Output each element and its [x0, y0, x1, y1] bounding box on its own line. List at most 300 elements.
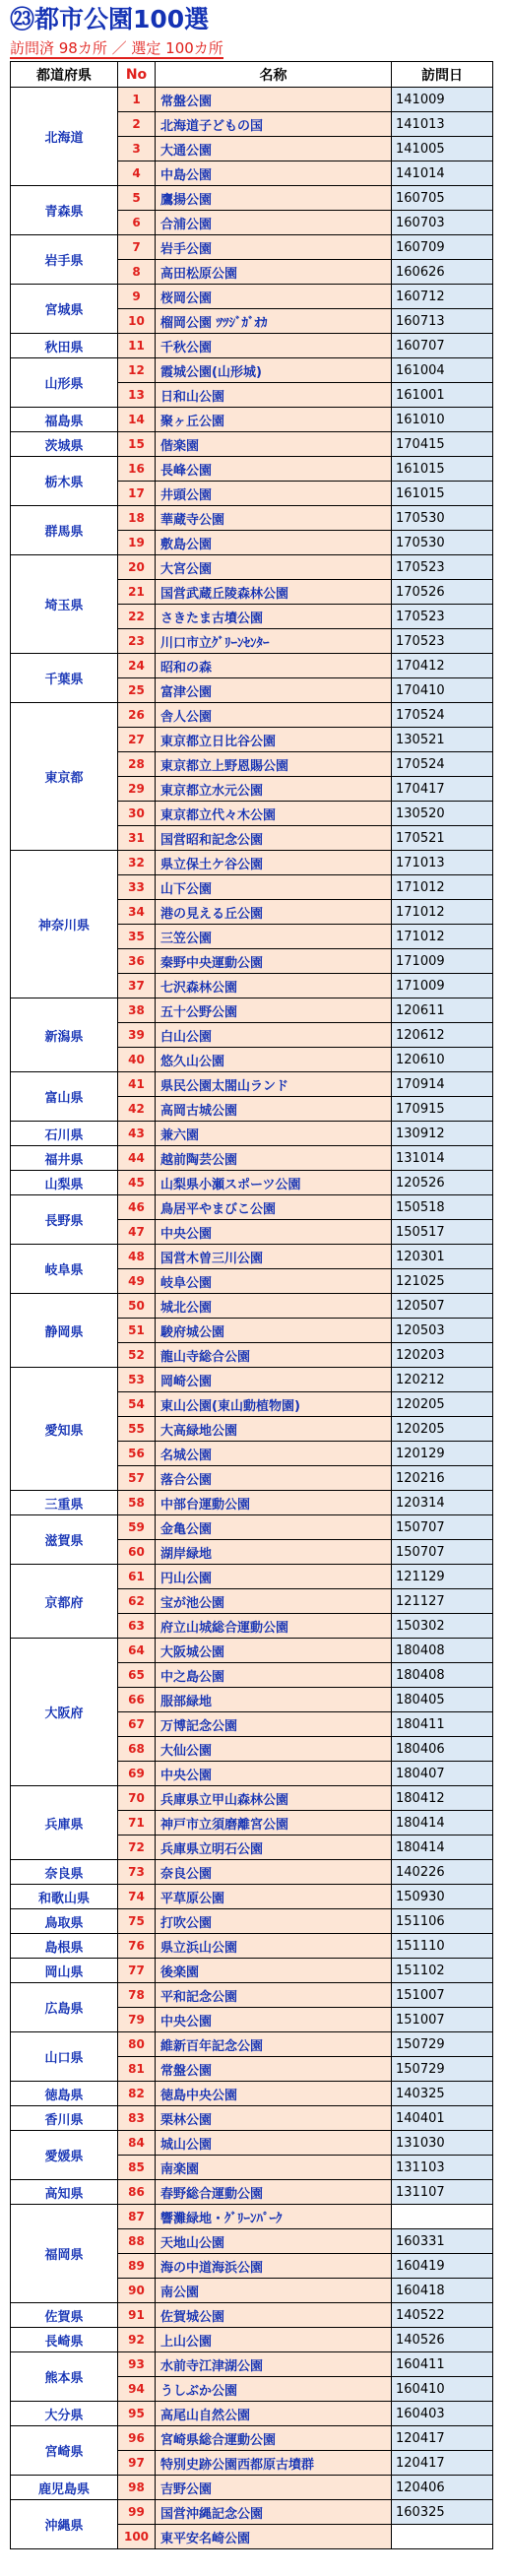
- park-name-cell: 三笠公園: [156, 925, 392, 949]
- table-row: [11, 1146, 493, 1171]
- park-name-cell: 後楽園: [156, 1959, 392, 1983]
- park-name-cell: 舎人公園: [156, 703, 392, 728]
- park-number-cell: 31: [118, 826, 156, 851]
- park-number-cell: 32: [118, 851, 156, 875]
- park-name-cell: 鷹揚公園: [156, 186, 392, 211]
- header-no: No: [118, 62, 156, 88]
- park-name-cell: 山下公園: [156, 875, 392, 900]
- park-number-cell: 80: [118, 2032, 156, 2057]
- prefecture-cell: 滋賀県: [11, 1515, 118, 1565]
- table-row: [11, 2352, 493, 2377]
- park-number-cell: 67: [118, 1712, 156, 1737]
- visit-date-cell: 161004: [392, 358, 493, 383]
- subtitle-underline: [10, 57, 223, 59]
- prefecture-cell: 岐阜県: [11, 1245, 118, 1294]
- park-number-cell: 83: [118, 2106, 156, 2131]
- table-row: [11, 654, 493, 678]
- park-number-cell: 96: [118, 2426, 156, 2451]
- table-row: [11, 2082, 493, 2106]
- visit-date-cell: 160626: [392, 260, 493, 285]
- park-number-cell: 97: [118, 2451, 156, 2476]
- visit-date-cell: 170915: [392, 1097, 493, 1122]
- park-number-cell: 40: [118, 1048, 156, 1072]
- park-name-cell: 港の見える丘公園: [156, 900, 392, 925]
- park-name-cell: 天地山公園: [156, 2229, 392, 2254]
- visit-date-cell: 140325: [392, 2082, 493, 2106]
- park-name-cell: 聚ヶ丘公園: [156, 408, 392, 432]
- park-number-cell: 46: [118, 1195, 156, 1220]
- visit-date-cell: 180411: [392, 1712, 493, 1737]
- park-name-cell: 千秋公園: [156, 334, 392, 358]
- visit-date-cell: 150707: [392, 1515, 493, 1540]
- park-name-cell: 中央公園: [156, 2008, 392, 2032]
- visit-date-cell: 120301: [392, 1245, 493, 1269]
- table-row: [11, 285, 493, 309]
- park-number-cell: 33: [118, 875, 156, 900]
- prefecture-cell: 秋田県: [11, 334, 118, 358]
- park-number-cell: 95: [118, 2402, 156, 2426]
- park-number-cell: 92: [118, 2328, 156, 2352]
- park-name-cell: 城北公園: [156, 1294, 392, 1319]
- table-row: [11, 2303, 493, 2328]
- visit-date-cell: 150517: [392, 1220, 493, 1245]
- park-number-cell: 98: [118, 2476, 156, 2500]
- park-number-cell: 8: [118, 260, 156, 285]
- park-number-cell: 43: [118, 1122, 156, 1146]
- visit-date-cell: 170526: [392, 580, 493, 605]
- park-name-cell: 龍山寺総合公園: [156, 1343, 392, 1368]
- prefecture-cell: 徳島県: [11, 2082, 118, 2106]
- park-number-cell: 13: [118, 383, 156, 408]
- park-name-cell: 響灘緑地・ｸﾞﾘｰﾝﾊﾟｰｸ: [156, 2205, 392, 2229]
- header-prefecture: 都道府県: [11, 62, 118, 88]
- table-row: [11, 851, 493, 875]
- park-number-cell: 17: [118, 482, 156, 506]
- park-number-cell: 71: [118, 1811, 156, 1835]
- park-number-cell: 51: [118, 1319, 156, 1343]
- visit-date-cell: 130912: [392, 1122, 493, 1146]
- park-name-cell: 駿府城公園: [156, 1319, 392, 1343]
- visit-date-cell: 161001: [392, 383, 493, 408]
- park-number-cell: 15: [118, 432, 156, 457]
- visit-date-cell: 170530: [392, 506, 493, 531]
- park-name-cell: 七沢森林公園: [156, 974, 392, 998]
- visit-date-cell: 170410: [392, 678, 493, 703]
- table-row: [11, 1122, 493, 1146]
- park-name-cell: 岡崎公園: [156, 1368, 392, 1392]
- prefecture-cell: 大阪府: [11, 1639, 118, 1786]
- park-number-cell: 29: [118, 777, 156, 802]
- header-name: 名称: [156, 62, 392, 88]
- table-row: [11, 2402, 493, 2426]
- park-name-cell: 国営武蔵丘陵森林公園: [156, 580, 392, 605]
- visit-date-cell: 120314: [392, 1491, 493, 1515]
- park-number-cell: 68: [118, 1737, 156, 1762]
- visit-date-cell: 160325: [392, 2500, 493, 2525]
- park-number-cell: 57: [118, 1466, 156, 1491]
- park-number-cell: 1: [118, 88, 156, 112]
- park-number-cell: 42: [118, 1097, 156, 1122]
- visit-date-cell: 131030: [392, 2131, 493, 2156]
- visit-date-cell: 141009: [392, 88, 493, 112]
- park-number-cell: 60: [118, 1540, 156, 1565]
- visit-date-cell: 170524: [392, 703, 493, 728]
- table-row: [11, 1934, 493, 1959]
- park-number-cell: 56: [118, 1442, 156, 1466]
- park-number-cell: 70: [118, 1786, 156, 1811]
- park-name-cell: 東京都立上野恩賜公園: [156, 752, 392, 777]
- visit-date-cell: 130521: [392, 728, 493, 752]
- park-name-cell: 国営木曽三川公園: [156, 1245, 392, 1269]
- park-name-cell: 県民公園太閤山ランド: [156, 1072, 392, 1097]
- prefecture-cell: 和歌山県: [11, 1885, 118, 1909]
- park-name-cell: 落合公園: [156, 1466, 392, 1491]
- park-number-cell: 74: [118, 1885, 156, 1909]
- visit-date-cell: 120205: [392, 1392, 493, 1417]
- park-name-cell: 東平安名崎公園: [156, 2525, 392, 2549]
- prefecture-cell: 山梨県: [11, 1171, 118, 1195]
- park-name-cell: 日和山公園: [156, 383, 392, 408]
- park-number-cell: 38: [118, 998, 156, 1023]
- visit-date-cell: 171012: [392, 925, 493, 949]
- park-name-cell: 合浦公園: [156, 211, 392, 235]
- park-name-cell: 五十公野公園: [156, 998, 392, 1023]
- table-row: [11, 186, 493, 211]
- park-number-cell: 21: [118, 580, 156, 605]
- visit-date-cell: 180414: [392, 1811, 493, 1835]
- table-row: [11, 1786, 493, 1811]
- park-name-cell: 宝が池公園: [156, 1589, 392, 1614]
- visit-date-cell: 121127: [392, 1589, 493, 1614]
- prefecture-cell: 大分県: [11, 2402, 118, 2426]
- prefecture-cell: 沖縄県: [11, 2500, 118, 2549]
- prefecture-cell: 山形県: [11, 358, 118, 408]
- visit-date-cell: 131107: [392, 2180, 493, 2205]
- park-number-cell: 77: [118, 1959, 156, 1983]
- park-number-cell: 99: [118, 2500, 156, 2525]
- park-number-cell: 52: [118, 1343, 156, 1368]
- park-number-cell: 85: [118, 2156, 156, 2180]
- table-row: [11, 1959, 493, 1983]
- park-number-cell: 2: [118, 112, 156, 137]
- prefecture-cell: 神奈川県: [11, 851, 118, 998]
- park-name-cell: 桜岡公園: [156, 285, 392, 309]
- park-name-cell: 中央公園: [156, 1762, 392, 1786]
- park-name-cell: 湖岸緑地: [156, 1540, 392, 1565]
- table-row: [11, 457, 493, 482]
- prefecture-cell: 茨城県: [11, 432, 118, 457]
- prefecture-cell: 奈良県: [11, 1860, 118, 1885]
- park-name-cell: 敷島公園: [156, 531, 392, 555]
- visit-date-cell: [392, 2525, 493, 2549]
- visit-date-cell: 141014: [392, 161, 493, 186]
- park-number-cell: 14: [118, 408, 156, 432]
- visit-summary: [10, 37, 223, 59]
- park-number-cell: 53: [118, 1368, 156, 1392]
- park-name-cell: 秦野中央運動公園: [156, 949, 392, 974]
- visit-date-cell: 160418: [392, 2279, 493, 2303]
- park-name-cell: 大仙公園: [156, 1737, 392, 1762]
- visit-date-cell: 160410: [392, 2377, 493, 2402]
- park-name-cell: 昭和の森: [156, 654, 392, 678]
- park-name-cell: 県立保土ケ谷公園: [156, 851, 392, 875]
- visit-date-cell: 180406: [392, 1737, 493, 1762]
- table-header-row: [11, 62, 493, 88]
- prefecture-cell: 長野県: [11, 1195, 118, 1245]
- park-number-cell: 90: [118, 2279, 156, 2303]
- table-row: [11, 1909, 493, 1934]
- park-number-cell: 16: [118, 457, 156, 482]
- park-number-cell: 81: [118, 2057, 156, 2082]
- park-name-cell: 岐阜公園: [156, 1269, 392, 1294]
- table-row: [11, 2180, 493, 2205]
- visit-date-cell: 160712: [392, 285, 493, 309]
- park-name-cell: 大宮公園: [156, 555, 392, 580]
- prefecture-cell: 長崎県: [11, 2328, 118, 2352]
- park-name-cell: 特別史跡公園西都原古墳群: [156, 2451, 392, 2476]
- park-number-cell: 66: [118, 1688, 156, 1712]
- park-name-cell: 平草原公園: [156, 1885, 392, 1909]
- prefecture-cell: 石川県: [11, 1122, 118, 1146]
- park-name-cell: 維新百年記念公園: [156, 2032, 392, 2057]
- visit-date-cell: 120216: [392, 1466, 493, 1491]
- visit-date-cell: 121025: [392, 1269, 493, 1294]
- park-number-cell: 11: [118, 334, 156, 358]
- prefecture-cell: 群馬県: [11, 506, 118, 555]
- table-row: [11, 408, 493, 432]
- park-name-cell: 平和記念公園: [156, 1983, 392, 2008]
- park-number-cell: 37: [118, 974, 156, 998]
- prefecture-cell: 青森県: [11, 186, 118, 235]
- visit-date-cell: 150930: [392, 1885, 493, 1909]
- visit-date-cell: 171013: [392, 851, 493, 875]
- prefecture-cell: 埼玉県: [11, 555, 118, 654]
- visit-date-cell: 121129: [392, 1565, 493, 1589]
- park-number-cell: 82: [118, 2082, 156, 2106]
- park-name-cell: 上山公園: [156, 2328, 392, 2352]
- visit-date-cell: 140522: [392, 2303, 493, 2328]
- park-number-cell: 73: [118, 1860, 156, 1885]
- park-name-cell: 中之島公園: [156, 1663, 392, 1688]
- park-name-cell: 奈良公園: [156, 1860, 392, 1885]
- visit-date-cell: 171012: [392, 900, 493, 925]
- park-name-cell: 華蔵寺公園: [156, 506, 392, 531]
- park-number-cell: 58: [118, 1491, 156, 1515]
- visit-date-cell: 141013: [392, 112, 493, 137]
- prefecture-cell: 富山県: [11, 1072, 118, 1122]
- park-number-cell: 61: [118, 1565, 156, 1589]
- park-number-cell: 35: [118, 925, 156, 949]
- park-number-cell: 65: [118, 1663, 156, 1688]
- park-number-cell: 7: [118, 235, 156, 260]
- visit-date-cell: 180407: [392, 1762, 493, 1786]
- table-row: [11, 235, 493, 260]
- prefecture-cell: 栃木県: [11, 457, 118, 506]
- park-name-cell: 徳島中央公園: [156, 2082, 392, 2106]
- park-name-cell: 春野総合運動公園: [156, 2180, 392, 2205]
- visit-date-cell: 170417: [392, 777, 493, 802]
- park-number-cell: 26: [118, 703, 156, 728]
- visit-date-cell: 170523: [392, 555, 493, 580]
- park-number-cell: 28: [118, 752, 156, 777]
- visit-date-cell: 150707: [392, 1540, 493, 1565]
- park-number-cell: 76: [118, 1934, 156, 1959]
- table-row: [11, 2426, 493, 2451]
- visit-date-cell: 120610: [392, 1048, 493, 1072]
- park-name-cell: 宮崎県総合運動公園: [156, 2426, 392, 2451]
- table-row: [11, 1860, 493, 1885]
- prefecture-cell: 北海道: [11, 88, 118, 186]
- table-row: [11, 2106, 493, 2131]
- park-name-cell: 水前寺江津湖公園: [156, 2352, 392, 2377]
- park-name-cell: 国営昭和記念公園: [156, 826, 392, 851]
- park-number-cell: 72: [118, 1835, 156, 1860]
- prefecture-cell: 福井県: [11, 1146, 118, 1171]
- visit-date-cell: 131014: [392, 1146, 493, 1171]
- park-name-cell: 高田松原公園: [156, 260, 392, 285]
- visit-date-cell: 151102: [392, 1959, 493, 1983]
- park-name-cell: 東山公園(東山動植物園): [156, 1392, 392, 1417]
- park-name-cell: 金亀公園: [156, 1515, 392, 1540]
- park-name-cell: 栗林公園: [156, 2106, 392, 2131]
- table-row: [11, 1515, 493, 1540]
- visit-date-cell: 161015: [392, 457, 493, 482]
- prefecture-cell: 三重県: [11, 1491, 118, 1515]
- visit-date-cell: 170914: [392, 1072, 493, 1097]
- visit-date-cell: 171009: [392, 974, 493, 998]
- park-name-cell: さきたま古墳公園: [156, 605, 392, 629]
- visit-date-cell: 160403: [392, 2402, 493, 2426]
- prefecture-cell: 香川県: [11, 2106, 118, 2131]
- park-name-cell: 越前陶芸公園: [156, 1146, 392, 1171]
- park-number-cell: 75: [118, 1909, 156, 1934]
- visit-date-cell: 180408: [392, 1663, 493, 1688]
- park-name-cell: 東京都立代々木公園: [156, 802, 392, 826]
- prefecture-cell: 愛媛県: [11, 2131, 118, 2180]
- park-name-cell: 打吹公園: [156, 1909, 392, 1934]
- park-number-cell: 50: [118, 1294, 156, 1319]
- table-row: [11, 1639, 493, 1663]
- park-name-cell: 白山公園: [156, 1023, 392, 1048]
- visit-date-cell: 160331: [392, 2229, 493, 2254]
- prefecture-cell: 宮崎県: [11, 2426, 118, 2476]
- visit-date-cell: 120526: [392, 1171, 493, 1195]
- prefecture-cell: 新潟県: [11, 998, 118, 1072]
- table-row: [11, 1565, 493, 1589]
- park-number-cell: 49: [118, 1269, 156, 1294]
- park-name-cell: 常盤公園: [156, 2057, 392, 2082]
- park-name-cell: 中央公園: [156, 1220, 392, 1245]
- visit-date-cell: 170530: [392, 531, 493, 555]
- table-row: [11, 1195, 493, 1220]
- park-name-cell: 井頭公園: [156, 482, 392, 506]
- park-number-cell: 48: [118, 1245, 156, 1269]
- park-name-cell: 岩手公園: [156, 235, 392, 260]
- park-number-cell: 89: [118, 2254, 156, 2279]
- visit-date-cell: 140401: [392, 2106, 493, 2131]
- park-number-cell: 12: [118, 358, 156, 383]
- park-name-cell: 大通公園: [156, 137, 392, 161]
- park-number-cell: 79: [118, 2008, 156, 2032]
- visit-date-cell: [392, 2205, 493, 2229]
- visit-date-cell: 120205: [392, 1417, 493, 1442]
- visit-date-cell: 160709: [392, 235, 493, 260]
- prefecture-cell: 広島県: [11, 1983, 118, 2032]
- visit-date-cell: 120417: [392, 2451, 493, 2476]
- park-name-cell: 服部緑地: [156, 1688, 392, 1712]
- table-row: [11, 1171, 493, 1195]
- park-name-cell: 佐賀城公園: [156, 2303, 392, 2328]
- visit-date-cell: 161010: [392, 408, 493, 432]
- visit-date-cell: 150729: [392, 2057, 493, 2082]
- park-name-cell: 北海道子どもの国: [156, 112, 392, 137]
- header-date: 訪問日: [392, 62, 493, 88]
- prefecture-cell: 京都府: [11, 1565, 118, 1639]
- park-name-cell: 城山公園: [156, 2131, 392, 2156]
- visit-date-cell: 120203: [392, 1343, 493, 1368]
- park-number-cell: 41: [118, 1072, 156, 1097]
- table-row: [11, 1245, 493, 1269]
- visit-date-cell: 180414: [392, 1835, 493, 1860]
- park-name-cell: 鳥居平やまびこ公園: [156, 1195, 392, 1220]
- parks-table: [10, 61, 493, 2549]
- park-number-cell: 64: [118, 1639, 156, 1663]
- prefecture-cell: 岩手県: [11, 235, 118, 285]
- visit-date-cell: 120417: [392, 2426, 493, 2451]
- park-name-cell: 吉野公園: [156, 2476, 392, 2500]
- table-row: [11, 555, 493, 580]
- visit-date-cell: 170523: [392, 629, 493, 654]
- park-number-cell: 44: [118, 1146, 156, 1171]
- park-number-cell: 47: [118, 1220, 156, 1245]
- table-row: [11, 2500, 493, 2525]
- park-name-cell: 国営沖縄記念公園: [156, 2500, 392, 2525]
- visit-date-cell: 151007: [392, 1983, 493, 2008]
- park-name-cell: 常盤公園: [156, 88, 392, 112]
- prefecture-cell: 島根県: [11, 1934, 118, 1959]
- park-number-cell: 5: [118, 186, 156, 211]
- prefecture-cell: 静岡県: [11, 1294, 118, 1368]
- park-number-cell: 39: [118, 1023, 156, 1048]
- park-number-cell: 24: [118, 654, 156, 678]
- park-name-cell: 名城公園: [156, 1442, 392, 1466]
- park-number-cell: 54: [118, 1392, 156, 1417]
- prefecture-cell: 宮城県: [11, 285, 118, 334]
- park-number-cell: 9: [118, 285, 156, 309]
- table-row: [11, 1294, 493, 1319]
- table-row: [11, 1885, 493, 1909]
- park-name-cell: 東京都立水元公園: [156, 777, 392, 802]
- table-row: [11, 1983, 493, 2008]
- table-row: [11, 1072, 493, 1097]
- park-number-cell: 19: [118, 531, 156, 555]
- visit-date-cell: 171009: [392, 949, 493, 974]
- table-row: [11, 1491, 493, 1515]
- visit-date-cell: 171012: [392, 875, 493, 900]
- park-number-cell: 4: [118, 161, 156, 186]
- table-row: [11, 2476, 493, 2500]
- park-name-cell: 神戸市立須磨離宮公園: [156, 1811, 392, 1835]
- visit-date-cell: 150302: [392, 1614, 493, 1639]
- table-row: [11, 88, 493, 112]
- visit-date-cell: 150729: [392, 2032, 493, 2057]
- table-row: [11, 2328, 493, 2352]
- table-row: [11, 2131, 493, 2156]
- park-name-cell: 富津公園: [156, 678, 392, 703]
- table-row: [11, 703, 493, 728]
- visit-date-cell: 120406: [392, 2476, 493, 2500]
- park-number-cell: 87: [118, 2205, 156, 2229]
